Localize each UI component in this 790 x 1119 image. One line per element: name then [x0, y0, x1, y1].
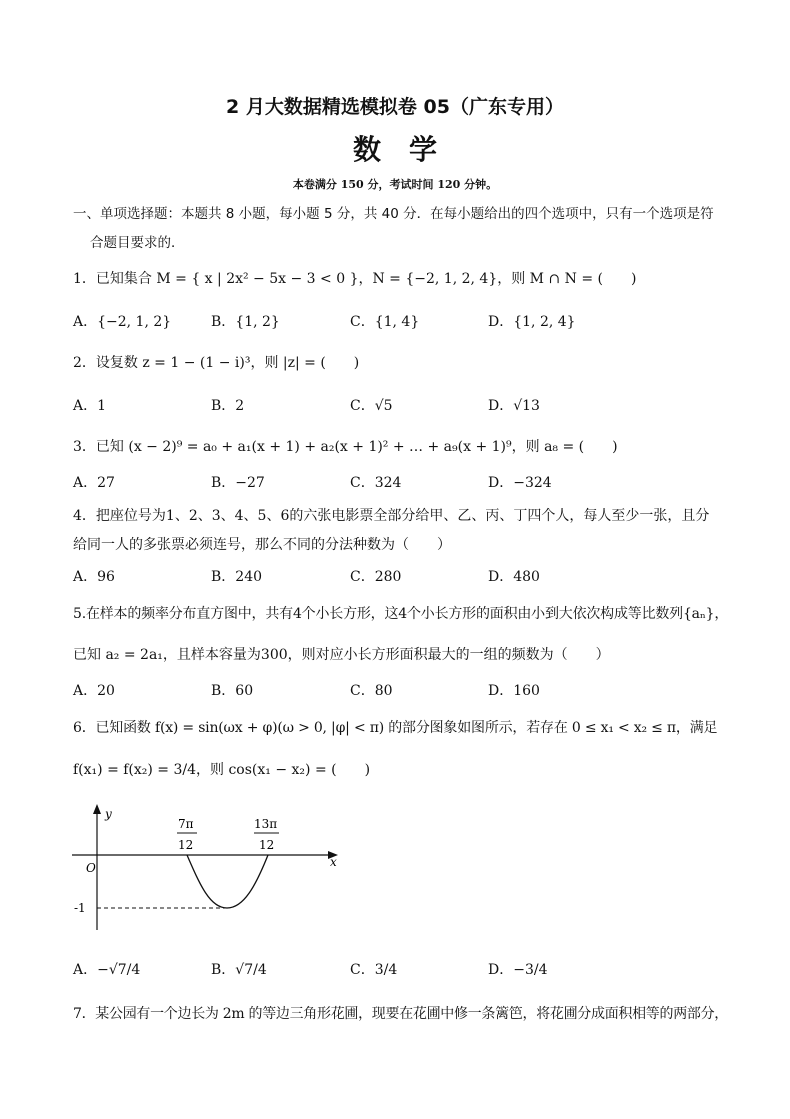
- q6-option-a: A．−√7/4: [73, 962, 141, 978]
- q4-option-b: B．240: [211, 569, 263, 585]
- question-2-stem: 2．设复数 z = 1 − (1 − i)³，则 |z| = ( ): [73, 355, 360, 371]
- q1-option-a: A．{−2, 1, 2}: [73, 314, 172, 330]
- question-7-stem: 7．某公园有一个边长为 2m 的等边三角形花圃，现要在花圃中修一条篱笆，将花圃分成面积相等的两部分，: [73, 1006, 728, 1022]
- q2-option-b: B．2: [211, 398, 245, 414]
- q5-option-c: C．80: [350, 683, 393, 699]
- q6-option-d: D．−3/4: [488, 962, 548, 978]
- q1-option-b: B．{1, 2}: [211, 314, 280, 330]
- q3-option-c: C．324: [350, 475, 402, 491]
- section-heading-cont: 合题目要求的．: [90, 235, 185, 251]
- y-axis-arrow: [93, 804, 101, 814]
- sine-graph: [60, 800, 360, 940]
- q6-option-b: B．√7/4: [211, 962, 267, 978]
- q3-option-a: A．27: [73, 475, 115, 491]
- q5-option-a: A．20: [73, 683, 115, 699]
- question-4-stem: 4．把座位号为1、2、3、4、5、6的六张电影票全部分给甲、乙、丙、丁四个人，每人至少一张，且分: [73, 508, 710, 524]
- x-axis-label: x: [330, 855, 337, 869]
- tick-13pi-numerator: 13π: [254, 817, 278, 831]
- q2-option-d: D．√13: [488, 398, 540, 414]
- q5-option-b: B．60: [211, 683, 254, 699]
- question-5-stem-cont: 已知 a₂ = 2a₁，且样本容量为300，则对应小长方形面积最大的一组的频数为（ ）: [73, 647, 610, 663]
- q4-option-a: A．96: [73, 569, 115, 585]
- question-6-stem: 6．已知函数 f(x) = sin(ωx + φ)(ω > 0, |φ| < π) 的部分图象如图所示，若存在 0 ≤ x₁ < x₂ ≤ π，满足: [73, 720, 718, 736]
- q2-option-a: A．1: [73, 398, 107, 414]
- question-4-stem-cont: 给同一人的多张票必须连号，那么不同的分法种数为（ ）: [73, 537, 451, 553]
- origin-label: O: [86, 861, 96, 875]
- sine-curve: [187, 855, 268, 908]
- question-3-stem: 3．已知 (x − 2)⁹ = a₀ + a₁(x + 1) + a₂(x + 1)² + … + a₉(x + 1)⁹，则 a₈ = ( ): [73, 439, 618, 455]
- exam-note: 本卷满分 150 分，考试时间 120 分钟。: [292, 178, 498, 191]
- question-1-stem: 1．已知集合 M = { x | 2x² − 5x − 3 < 0 }，N = {−2, 1, 2, 4}，则 M ∩ N = ( ): [73, 271, 637, 287]
- q5-option-d: D．160: [488, 683, 540, 699]
- tick-7pi-denominator: 12: [178, 838, 194, 852]
- exam-title: 2 月大数据精选模拟卷 05（广东专用）: [226, 96, 564, 118]
- q4-option-c: C．280: [350, 569, 402, 585]
- q3-option-d: D．−324: [488, 475, 552, 491]
- y-axis-label: y: [105, 807, 112, 821]
- subject-title: 数学: [352, 133, 465, 166]
- section-heading: 一、单项选择题：本题共 8 小题，每小题 5 分，共 40 分．在每小题给出的四个选项中，只有一个选项是符: [73, 206, 714, 222]
- tick-7pi-numerator: 7π: [178, 817, 194, 831]
- tick-13pi-denominator: 12: [259, 838, 275, 852]
- min-value-label: -1: [74, 901, 86, 915]
- q2-option-c: C．√5: [350, 398, 393, 414]
- q4-option-d: D．480: [488, 569, 540, 585]
- q1-option-d: D．{1, 2, 4}: [488, 314, 576, 330]
- question-6-stem-cont: f(x₁) = f(x₂) = 3/4，则 cos(x₁ − x₂) = ( ): [73, 762, 371, 778]
- question-5-stem: 5.在样本的频率分布直方图中，共有4个小长方形，这4个小长方形的面积由小到大依次构成等比数列{aₙ}，: [73, 606, 729, 622]
- q6-option-c: C．3/4: [350, 962, 398, 978]
- q3-option-b: B．−27: [211, 475, 265, 491]
- q1-option-c: C．{1, 4}: [350, 314, 420, 330]
